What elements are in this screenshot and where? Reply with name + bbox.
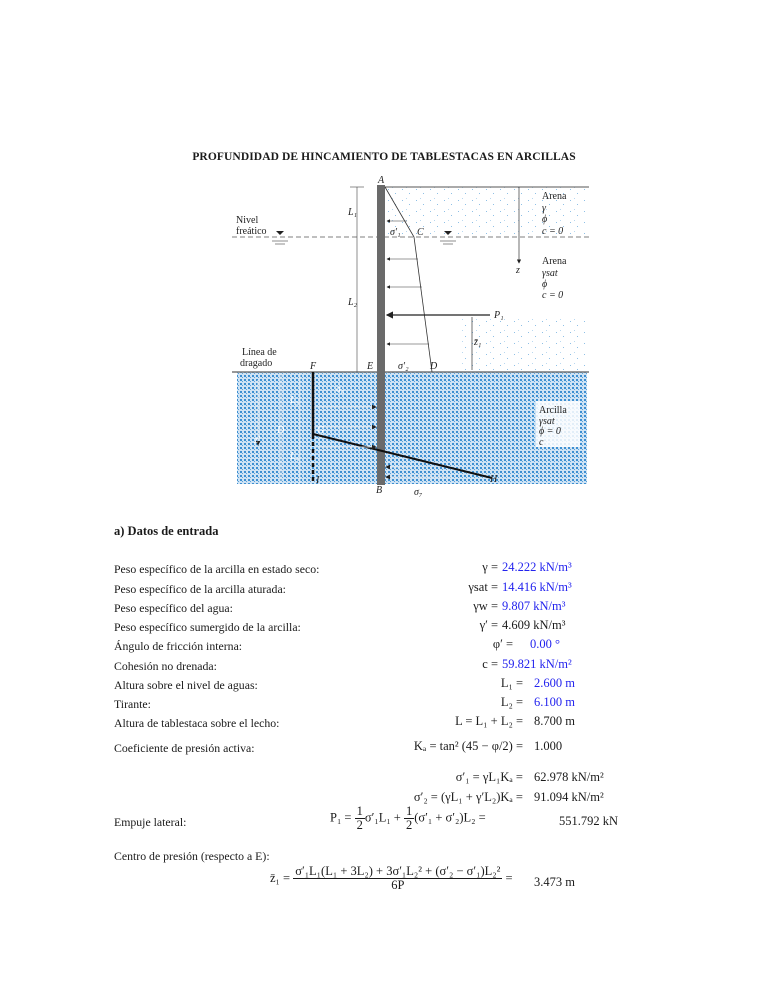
ka-label: Coeficiente de presión activa: (114, 741, 255, 755)
l2-symbol: L₂ = (500, 695, 523, 709)
p1-term: σ′₁L₁ + (364, 810, 404, 825)
c-symbol: c = (482, 657, 498, 671)
sigma2-formula: σ′₂ = (γL₁ + γ′L₂)Kₐ = (413, 790, 523, 804)
row-label: Cohesión no drenada: (114, 659, 217, 673)
svg-text:A: A (378, 175, 385, 186)
fraction: $\frac{1}{2}$ (356, 804, 363, 832)
svg-text:B: B (376, 485, 383, 496)
gamma-w-symbol: γw = (473, 599, 498, 613)
svg-text:ϕ: ϕ (542, 214, 548, 225)
gamma-value[interactable]: 24.222 kN/m³ (502, 560, 572, 574)
p1-term: (σ′₁ + σ′₂)L₂ = (414, 810, 486, 825)
row-label: Peso específico de la arcilla en estado seco: (114, 562, 320, 576)
svg-text:σ′₂: σ′₂ (398, 361, 409, 372)
sigma2-value: 91.094 kN/m² (534, 790, 604, 804)
svg-text:σ₇: σ₇ (414, 487, 423, 498)
p1-value: 551.792 kN (559, 814, 619, 828)
svg-text:L₁: L₁ (348, 207, 358, 218)
svg-text:σ′₁: σ′₁ (390, 227, 401, 238)
fraction: $\frac{1}{2}$ (405, 804, 413, 832)
svg-text:D: D (430, 361, 438, 372)
svg-text:Nivel: Nivel (236, 215, 259, 226)
gamma-prime-value: 4.609 kN/m³ (502, 618, 566, 632)
svg-text:Arcilla: Arcilla (539, 405, 567, 416)
l-value: 8.700 m (534, 714, 575, 728)
svg-text:γ: γ (542, 203, 546, 214)
l2-value[interactable]: 6.100 m (534, 695, 575, 709)
row-label: Tirante: (114, 697, 151, 711)
document-title: PROFUNDIDAD DE HINCAMIENTO DE TABLESTACAS EN ARCILLAS (192, 151, 576, 163)
svg-text:ϕ: ϕ (542, 279, 548, 290)
p1-label: Empuje lateral: (114, 815, 187, 829)
p1-formula (330, 805, 486, 832)
svg-text:Arena: Arena (542, 191, 567, 202)
gamma-sat-value[interactable]: 14.416 kN/m³ (502, 580, 572, 594)
z1-symbol: z̄₁ = (270, 871, 291, 885)
ka-value: 1.000 (534, 739, 563, 753)
svg-text:z: z (516, 265, 520, 276)
svg-text:dragado: dragado (240, 358, 273, 369)
svg-text:c = 0: c = 0 (542, 290, 564, 301)
equals-sign: = (505, 871, 513, 885)
p1-lhs: P₁ = (330, 810, 355, 825)
centro-label: Centro de presión (respecto a E): (114, 849, 270, 863)
l-symbol: L = L₁ + L₂ = (455, 714, 523, 728)
sigma1-value: 62.978 kN/m² (534, 770, 604, 784)
gamma-symbol: γ = (482, 560, 498, 574)
svg-text:P₁: P₁ (494, 310, 504, 321)
gamma-w-value[interactable]: 9.807 kN/m³ (502, 599, 566, 613)
l1-value[interactable]: 2.600 m (534, 676, 575, 690)
section-heading: a) Datos de entrada (114, 524, 219, 538)
svg-text:freático: freático (236, 226, 267, 237)
sigma1-formula: σ′₁ = γL₁Kₐ = (455, 770, 523, 784)
svg-text:z′: z′ (254, 435, 261, 446)
fraction: $\frac{\text{σ′₁L₁(L₁ + 3L₂) + 3σ′₁L₂² + (σ′₂ − σ′₁)L₂²}}{6P}$ (295, 864, 501, 892)
centro-value: 3.473 m (534, 875, 575, 889)
row-label: Ángulo de fricción interna: (114, 639, 243, 653)
svg-text:I: I (316, 475, 320, 486)
svg-text:σ₆: σ₆ (336, 384, 345, 395)
ka-formula: Kₐ = tan² (45 − φ/2) = (413, 739, 523, 753)
gamma-sat-symbol: γsat = (468, 580, 498, 594)
svg-text:Línea de: Línea de (242, 347, 277, 358)
svg-text:E: E (367, 361, 374, 372)
svg-text:γsat: γsat (542, 268, 558, 279)
svg-text:F: F (310, 361, 317, 372)
l1-symbol: L₁ = (500, 676, 523, 690)
svg-text:C: C (417, 227, 424, 238)
svg-text:Arena: Arena (542, 256, 567, 267)
svg-text:L₃: L₃ (290, 395, 300, 406)
row-label: Peso específico de la arcilla aturada: (114, 582, 286, 596)
centro-formula (270, 865, 513, 892)
phi-value[interactable]: 0.00 ° (530, 637, 560, 651)
c-value[interactable]: 59.821 kN/m² (502, 657, 572, 671)
svg-text:L₂: L₂ (348, 297, 358, 308)
svg-text:D: D (277, 425, 285, 436)
svg-text:γsat: γsat (539, 416, 555, 427)
row-label: Altura de tablestaca sobre el lecho: (114, 716, 280, 730)
row-label: Peso específico sumergido de la arcilla: (114, 620, 301, 634)
svg-text:c = 0: c = 0 (542, 226, 564, 237)
svg-text:ϕ = 0: ϕ = 0 (539, 426, 561, 437)
phi-symbol: φ′ = (492, 637, 513, 651)
svg-text:H: H (490, 474, 498, 485)
svg-text:L₄: L₄ (290, 451, 300, 462)
svg-text:G: G (317, 425, 325, 436)
svg-text:z̄₁: z̄₁ (474, 337, 482, 348)
sheet-pile-diagram (232, 175, 592, 500)
svg-text:c: c (539, 437, 544, 448)
row-label: Altura sobre el nivel de aguas: (114, 678, 258, 692)
gamma-prime-symbol: γ′ = (479, 618, 498, 632)
row-label: Peso específico del agua: (114, 601, 233, 615)
